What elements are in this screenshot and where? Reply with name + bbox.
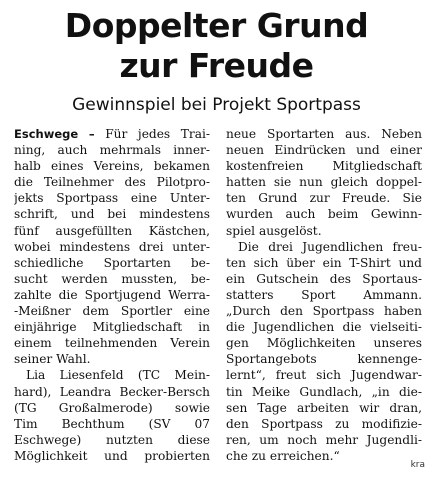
body-line: statters Sport Ammann. bbox=[226, 287, 422, 302]
body-line: hard), Leandra Becker-Bersch bbox=[14, 384, 210, 399]
body-line: (TG Großalmerode) sowie bbox=[14, 400, 210, 415]
body-line: halb eines Vereins, bekamen bbox=[14, 159, 210, 174]
article-headline bbox=[0, 6, 433, 86]
body-line: Sportangebots kennenge- bbox=[226, 352, 422, 367]
body-line: Möglichkeit und probierten bbox=[14, 448, 210, 463]
body-line: die Teilnehmer des Pilotpro- bbox=[14, 175, 210, 190]
body-line: jekts Sportpass eine Unter- bbox=[14, 191, 210, 206]
body-line: einem teilnehmenden Verein bbox=[14, 336, 210, 351]
body-line: einjährige Mitgliedschaft in bbox=[14, 320, 210, 335]
body-line: Tim Bechthum (SV 07 bbox=[14, 416, 210, 431]
body-line bbox=[14, 126, 210, 142]
body-line: „Durch den Sportpass haben bbox=[226, 304, 422, 319]
body-line: sucht werden mussten, be- bbox=[14, 271, 210, 286]
dateline: Eschwege – bbox=[14, 127, 95, 141]
body-line: che zu erreichen.“ bbox=[226, 448, 340, 463]
body-line: -Meißner dem Sportler eine bbox=[14, 304, 210, 319]
body-line: wurden auch beim Gewinn- bbox=[226, 207, 422, 222]
body-line: den Sportpass zu modifizie- bbox=[226, 416, 422, 431]
body-line: hatten sie nun gleich doppel- bbox=[226, 175, 422, 190]
body-line: neue Sportarten aus. Neben bbox=[226, 127, 422, 141]
body-line: seiner Wahl. bbox=[14, 352, 91, 367]
body-line-text: Für jedes Trai- bbox=[94, 127, 210, 141]
headline-line-1: Doppelter Grund bbox=[64, 6, 369, 45]
body-line: Die drei Jugendlichen freu- bbox=[238, 239, 422, 254]
body-line: zahlte die Sportjugend Werra- bbox=[14, 287, 210, 302]
body-line: Lia Liesenfeld (TC Mein- bbox=[26, 368, 210, 383]
body-line: ning, auch mehrmals inner- bbox=[14, 143, 210, 158]
article-column-left bbox=[14, 126, 210, 464]
body-line: wobei mindestens drei unter- bbox=[14, 239, 210, 254]
body-line: ren, um noch mehr Jugendli- bbox=[226, 432, 422, 447]
body-line: schiedliche Sportarten be- bbox=[14, 255, 210, 270]
body-line: schrift, und bei mindestens bbox=[14, 207, 210, 222]
article-subheadline: Gewinnspiel bei Projekt Sportpass bbox=[72, 95, 361, 115]
headline-line-2: zur Freude bbox=[119, 46, 314, 85]
body-line: ten sich über ein T-Shirt und bbox=[226, 255, 422, 270]
body-line: spiel ausgelöst. bbox=[226, 223, 322, 238]
article-column-right bbox=[226, 126, 422, 464]
body-line: fünf ausgefüllten Kästchen, bbox=[14, 223, 210, 238]
body-line: sen Tage arbeiten wir dran, bbox=[226, 400, 422, 415]
body-line: ein Gutschein des Sportaus- bbox=[226, 271, 422, 286]
author-tag: kra bbox=[410, 460, 425, 470]
body-line: gen Möglichkeiten unseres bbox=[226, 336, 422, 351]
body-line: ten Grund zur Freude. Sie bbox=[226, 191, 422, 206]
body-line: neuen Eindrücken und einer bbox=[226, 143, 422, 158]
body-line: tin Meike Gundlach, „in die- bbox=[226, 384, 422, 399]
body-line: Eschwege) nutzten diese bbox=[14, 432, 210, 447]
body-line: die Jugendlichen die vielseiti- bbox=[226, 320, 422, 335]
body-line: lernt“, freut sich Jugendwar- bbox=[226, 368, 422, 383]
body-line: kostenfreien Mitgliedschaft bbox=[226, 159, 422, 174]
